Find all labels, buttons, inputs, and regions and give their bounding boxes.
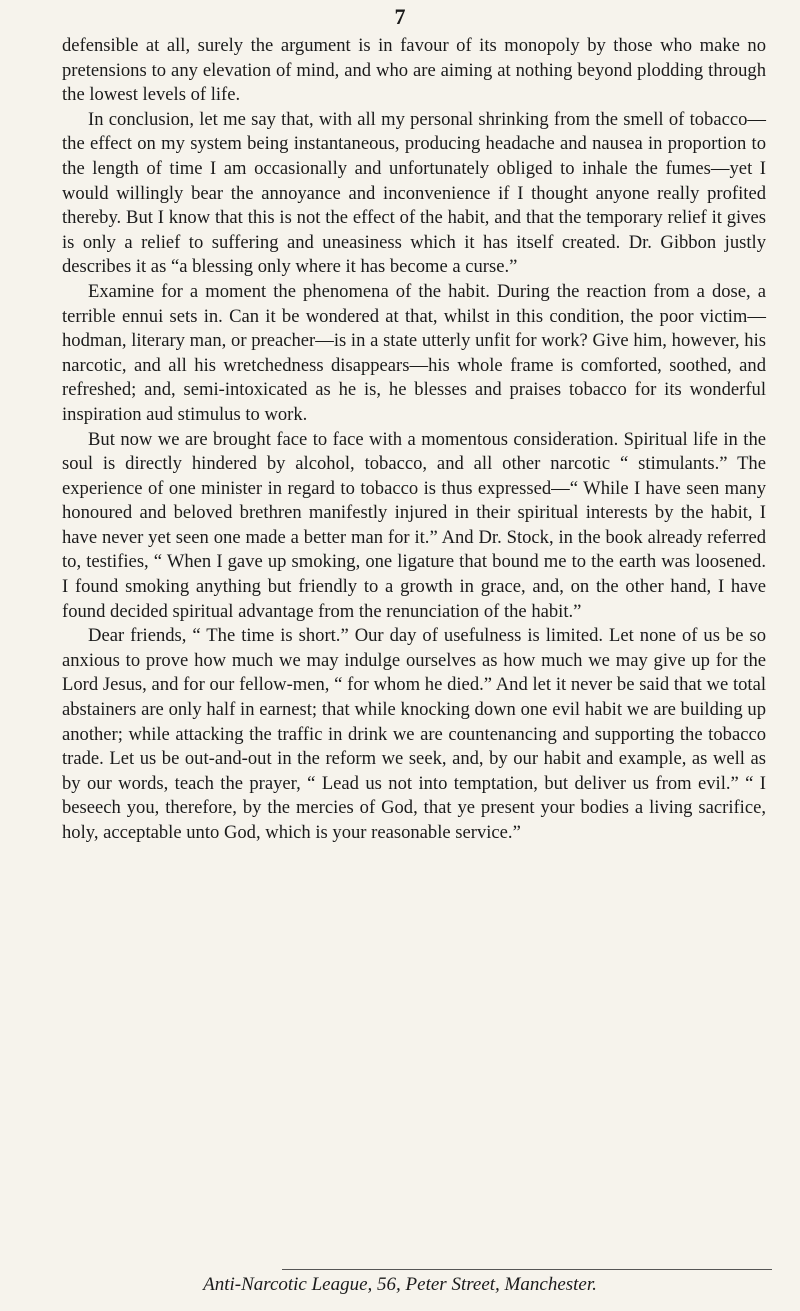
footer-rule xyxy=(282,1269,772,1270)
publisher-imprint: Anti-Narcotic League, 56, Peter Street, Manchester. xyxy=(203,1274,597,1295)
paragraph-4: But now we are brought face to face with a momentous consideration. Spiritual life in the soul is directly hindered by alcohol, tobacco, and all other narcotic “ stimulants.” The experience of one minister in regard to tobacco is thus expressed—“ While I have seen many honoured and beloved brethren manifestly injured in their spiritual interests by the habit, I have never yet seen one made a better man for it.” And Dr. Stock, in the book already referred to, testifies, “ When I gave up smoking, one ligature that bound me to the earth was loosened. I found smoking anything but friendly to a growth in grace, and, on the other hand, I have found decided spiritual advantage from the renunciation of the habit.” xyxy=(62,428,766,622)
paragraph-1: defensible at all, surely the argument is in favour of its monopoly by those who make no pretensions to any elevation of mind, and who are aiming at nothing beyond plodding through the lowest levels of life. xyxy=(62,35,766,106)
paragraph-3: Examine for a moment the phenomena of the habit. During the reaction from a dose, a terrible ennui sets in. Can it be wondered at that, whilst in this condition, the poor victim—hodman, literary man, or preacher—is in a state utterly unfit for work? Give him, however, his narcotic, and all his wretchedness disappears—his whole frame is comforted, soothed, and refreshed; and, semi-intoxicated as he is, he blesses and praises tobacco for its wonderful inspiration aud stimulus to work. xyxy=(62,280,766,425)
paragraph-5: Dear friends, “ The time is short.” Our day of usefulness is limited. Let none of us be so anxious to prove how much we may indulge ourselves as how much we may give up for the Lord Jesus, and for our fellow-men, “ for whom he died.” And let it never be said that we total abstainers are only half in earnest; that while knocking down one evil habit we are building up another; while attacking the traffic in drink we are countenancing and supporting the tobacco trade. Let us be out-and-out in the reform we seek, and, by our habit and example, as well as by our words, teach the prayer, “ Lead us not into temptation, but deliver us from evil.” “ I beseech you, therefore, by the mercies of God, that ye present your bodies a living sacrifice, holy, acceptable unto God, which is your reasonable service.” xyxy=(62,625,766,843)
paragraph-2: In conclusion, let me say that, with all my personal shrinking from the smell of tobacco—the effect on my system being instantaneous, producing headache and nausea in proportion to the length of time I am occasionally and unfortunately obliged to inhale the fumes—yet I would willingly bear the annoyance and inconvenience if I thought anyone really profited thereby. But I know that this is not the effect of the habit, and that the temporary relief it gives is only a relief to suffering and uneasiness which it has itself created. Dr. Gibbon justly describes it as “a blessing only where it has become a curse.” xyxy=(62,108,766,278)
page-number: 7 xyxy=(394,4,406,29)
body-text xyxy=(62,34,766,846)
